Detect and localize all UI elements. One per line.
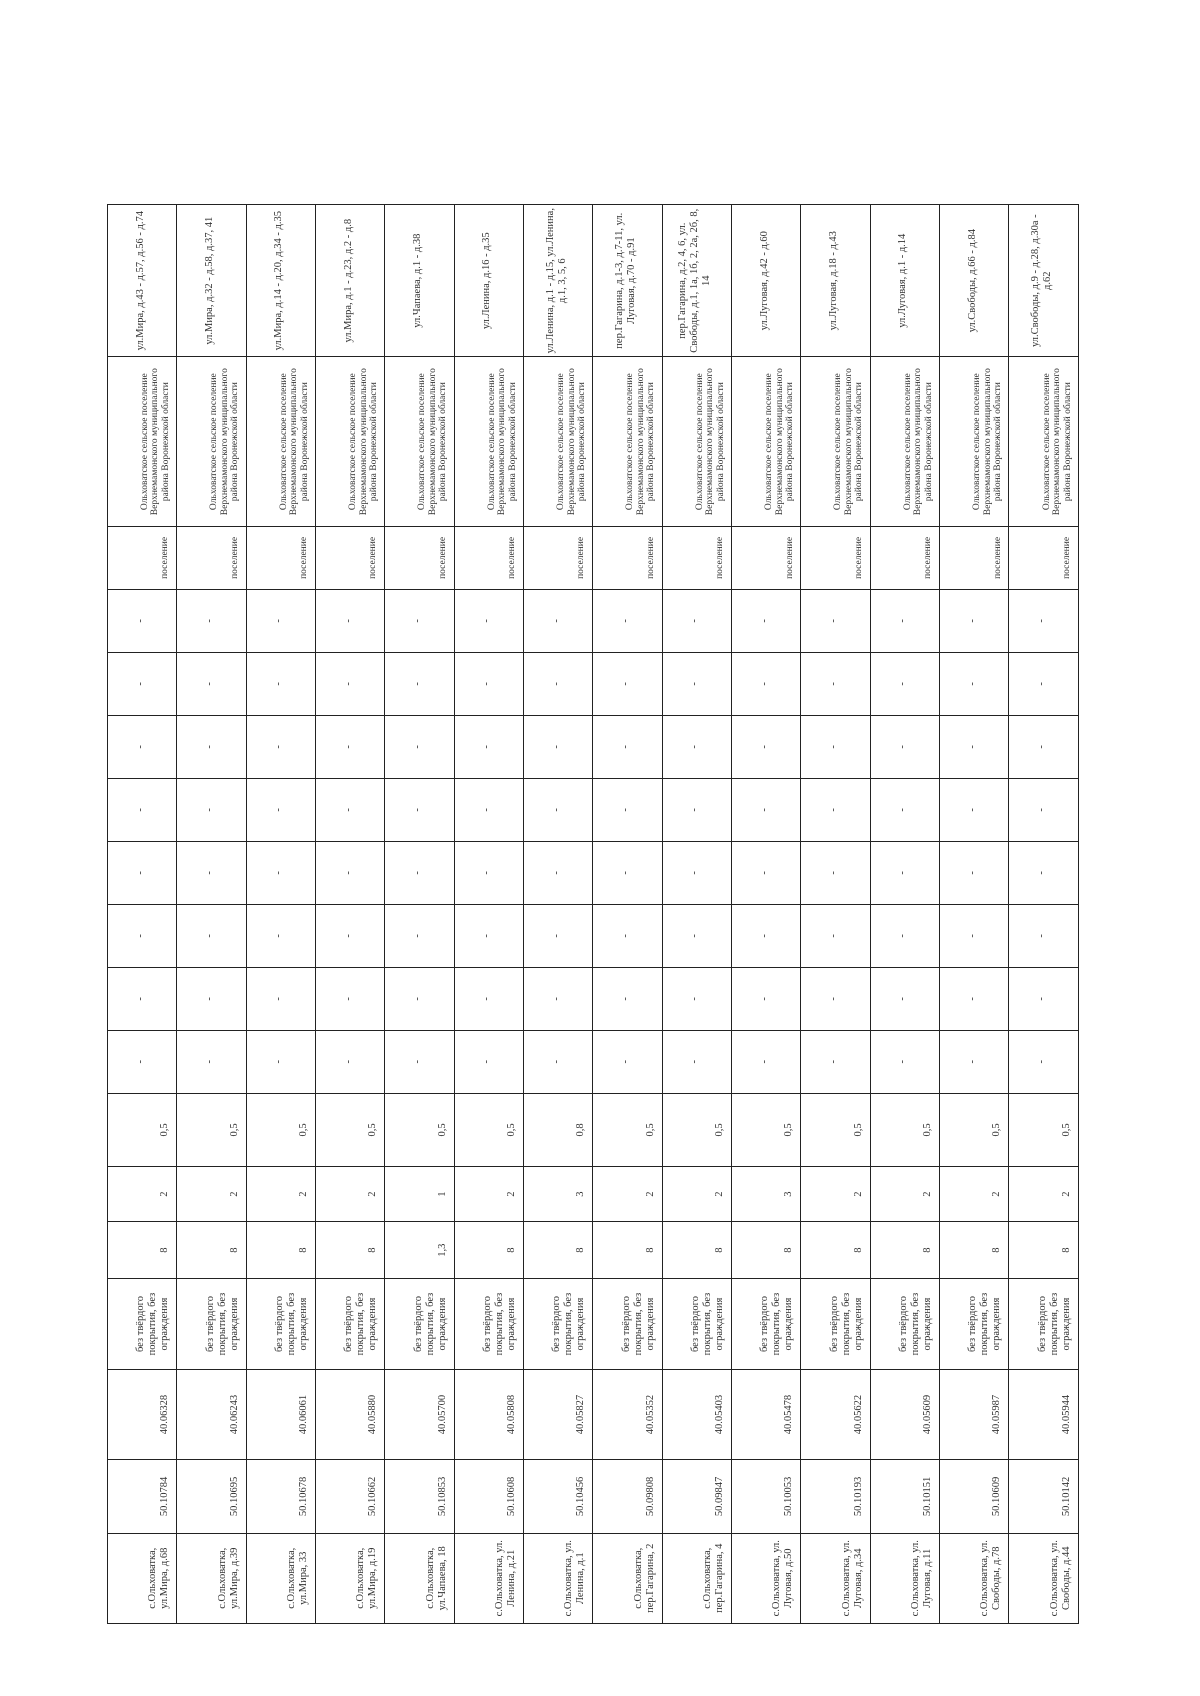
cell-c3: - bbox=[662, 904, 731, 967]
cell-volume: 0,5 bbox=[177, 1093, 246, 1166]
cell-lon: 40.05622 bbox=[801, 1369, 870, 1459]
cell-c5: - bbox=[870, 778, 939, 841]
cell-c8: - bbox=[524, 589, 593, 652]
cell-c4: - bbox=[801, 841, 870, 904]
cell-volume: 0,5 bbox=[593, 1093, 662, 1166]
cell-c5: - bbox=[662, 778, 731, 841]
cell-lon: 40.05880 bbox=[316, 1369, 385, 1459]
cell-addr: ул.Луговая, д.42 - д.60 bbox=[732, 205, 801, 357]
cell-c1: - bbox=[454, 1030, 523, 1093]
cell-c3: - bbox=[385, 904, 454, 967]
cell-c6: - bbox=[316, 715, 385, 778]
cell-c2: - bbox=[801, 967, 870, 1030]
cell-c7: - bbox=[454, 652, 523, 715]
cell-count: 2 bbox=[801, 1167, 870, 1222]
cell-place: с.Ольховатка, ул.Мира, д.39 bbox=[177, 1533, 246, 1623]
cell-lon: 40.06243 bbox=[177, 1369, 246, 1459]
cell-org: Ольховатское сельское поселение Верхнемамонского муниципального района Воронежской области bbox=[870, 357, 939, 527]
waste-sites-table bbox=[107, 204, 1079, 1624]
cell-owner: поселение bbox=[870, 526, 939, 589]
cell-c6: - bbox=[177, 715, 246, 778]
cell-count: 3 bbox=[732, 1167, 801, 1222]
cell-owner: поселение bbox=[385, 526, 454, 589]
cell-c2: - bbox=[940, 967, 1009, 1030]
table-body bbox=[108, 205, 1079, 1624]
cell-addr: ул.Чапаева, д.1 - д.38 bbox=[385, 205, 454, 357]
cell-surface: без твёрдого покрытия, без ограждения bbox=[177, 1279, 246, 1369]
cell-place: с.Ольховатка, ул.Мира, д.68 bbox=[108, 1533, 177, 1623]
cell-c6: - bbox=[732, 715, 801, 778]
cell-lat: 50.10784 bbox=[108, 1460, 177, 1533]
cell-c7: - bbox=[1009, 652, 1079, 715]
rotated-table-wrapper bbox=[107, 204, 1079, 1624]
cell-lat: 50.10608 bbox=[454, 1460, 523, 1533]
cell-c7: - bbox=[177, 652, 246, 715]
cell-surface: без твёрдого покрытия, без ограждения bbox=[801, 1279, 870, 1369]
cell-lat: 50.10678 bbox=[246, 1460, 315, 1533]
cell-addr: ул.Мира, д.32 - д.58, д.37, 41 bbox=[177, 205, 246, 357]
table-row bbox=[801, 205, 870, 1624]
cell-count: 2 bbox=[454, 1167, 523, 1222]
table-row bbox=[940, 205, 1009, 1624]
cell-owner: поселение bbox=[108, 526, 177, 589]
cell-org: Ольховатское сельское поселение Верхнемамонского муниципального района Воронежской области bbox=[1009, 357, 1079, 527]
cell-c7: - bbox=[385, 652, 454, 715]
cell-place: с.Ольховатка, пер.Гагарина, 2 bbox=[593, 1533, 662, 1623]
cell-volume: 0,5 bbox=[662, 1093, 731, 1166]
cell-area: 8 bbox=[801, 1222, 870, 1279]
cell-lon: 40.05944 bbox=[1009, 1369, 1079, 1459]
cell-count: 2 bbox=[108, 1167, 177, 1222]
cell-c5: - bbox=[246, 778, 315, 841]
cell-c1: - bbox=[385, 1030, 454, 1093]
cell-surface: без твёрдого покрытия, без ограждения bbox=[593, 1279, 662, 1369]
cell-c3: - bbox=[454, 904, 523, 967]
cell-owner: поселение bbox=[524, 526, 593, 589]
cell-area: 8 bbox=[524, 1222, 593, 1279]
cell-addr: ул.Мира, д.1 - д.23, д.2 - д.8 bbox=[316, 205, 385, 357]
cell-c8: - bbox=[316, 589, 385, 652]
cell-c5: - bbox=[801, 778, 870, 841]
cell-place: с.Ольховатка, ул. Луговая, д.11 bbox=[870, 1533, 939, 1623]
cell-volume: 0,5 bbox=[940, 1093, 1009, 1166]
cell-area: 8 bbox=[316, 1222, 385, 1279]
table-row bbox=[1009, 205, 1079, 1624]
cell-c2: - bbox=[316, 967, 385, 1030]
cell-count: 2 bbox=[662, 1167, 731, 1222]
cell-c2: - bbox=[177, 967, 246, 1030]
table-row bbox=[870, 205, 939, 1624]
cell-lat: 50.10456 bbox=[524, 1460, 593, 1533]
cell-lat: 50.10853 bbox=[385, 1460, 454, 1533]
cell-c5: - bbox=[524, 778, 593, 841]
cell-count: 2 bbox=[940, 1167, 1009, 1222]
cell-owner: поселение bbox=[177, 526, 246, 589]
cell-c4: - bbox=[870, 841, 939, 904]
cell-c8: - bbox=[732, 589, 801, 652]
cell-c4: - bbox=[732, 841, 801, 904]
cell-area: 8 bbox=[870, 1222, 939, 1279]
table-row bbox=[593, 205, 662, 1624]
cell-addr: ул.Луговая, д.1 - д.14 bbox=[870, 205, 939, 357]
cell-c6: - bbox=[870, 715, 939, 778]
cell-c1: - bbox=[316, 1030, 385, 1093]
cell-c1: - bbox=[732, 1030, 801, 1093]
cell-c7: - bbox=[940, 652, 1009, 715]
cell-place: с.Ольховатка, ул.Мира, д.19 bbox=[316, 1533, 385, 1623]
cell-c1: - bbox=[524, 1030, 593, 1093]
cell-area: 8 bbox=[177, 1222, 246, 1279]
cell-count: 2 bbox=[1009, 1167, 1079, 1222]
cell-place: с.Ольховатка, ул. Луговая, д.34 bbox=[801, 1533, 870, 1623]
cell-c2: - bbox=[732, 967, 801, 1030]
cell-c3: - bbox=[177, 904, 246, 967]
cell-c5: - bbox=[593, 778, 662, 841]
cell-c4: - bbox=[1009, 841, 1079, 904]
cell-c2: - bbox=[385, 967, 454, 1030]
cell-volume: 0,5 bbox=[870, 1093, 939, 1166]
cell-org: Ольховатское сельское поселение Верхнемамонского муниципального района Воронежской области bbox=[246, 357, 315, 527]
cell-volume: 0,5 bbox=[246, 1093, 315, 1166]
cell-org: Ольховатское сельское поселение Верхнемамонского муниципального района Воронежской области bbox=[662, 357, 731, 527]
cell-lat: 50.10609 bbox=[940, 1460, 1009, 1533]
cell-c1: - bbox=[593, 1030, 662, 1093]
cell-c3: - bbox=[870, 904, 939, 967]
cell-c1: - bbox=[870, 1030, 939, 1093]
cell-c4: - bbox=[593, 841, 662, 904]
cell-count: 2 bbox=[316, 1167, 385, 1222]
cell-c1: - bbox=[246, 1030, 315, 1093]
cell-c1: - bbox=[940, 1030, 1009, 1093]
cell-area: 8 bbox=[593, 1222, 662, 1279]
cell-lon: 40.06061 bbox=[246, 1369, 315, 1459]
cell-c7: - bbox=[732, 652, 801, 715]
cell-lat: 50.10193 bbox=[801, 1460, 870, 1533]
cell-org: Ольховатское сельское поселение Верхнемамонского муниципального района Воронежской области bbox=[524, 357, 593, 527]
cell-c4: - bbox=[108, 841, 177, 904]
cell-place: с.Ольховатка, ул.Чапаева, 18 bbox=[385, 1533, 454, 1623]
cell-owner: поселение bbox=[732, 526, 801, 589]
cell-c7: - bbox=[316, 652, 385, 715]
cell-c4: - bbox=[177, 841, 246, 904]
cell-lon: 40.05352 bbox=[593, 1369, 662, 1459]
table-row bbox=[524, 205, 593, 1624]
cell-count: 1 bbox=[385, 1167, 454, 1222]
cell-area: 8 bbox=[108, 1222, 177, 1279]
cell-owner: поселение bbox=[246, 526, 315, 589]
cell-lon: 40.05827 bbox=[524, 1369, 593, 1459]
cell-c4: - bbox=[385, 841, 454, 904]
cell-c6: - bbox=[385, 715, 454, 778]
cell-volume: 0,5 bbox=[732, 1093, 801, 1166]
cell-c5: - bbox=[316, 778, 385, 841]
cell-c6: - bbox=[1009, 715, 1079, 778]
cell-c7: - bbox=[593, 652, 662, 715]
cell-lon: 40.05478 bbox=[732, 1369, 801, 1459]
cell-c1: - bbox=[177, 1030, 246, 1093]
cell-volume: 0,5 bbox=[801, 1093, 870, 1166]
cell-c8: - bbox=[385, 589, 454, 652]
cell-surface: без твёрдого покрытия, без ограждения bbox=[1009, 1279, 1079, 1369]
cell-addr: пер.Гагарина, д.2, 4, 6, ул. Свободы, д.1, 1а, 1б, 2, 2а, 2б, 8, 14 bbox=[662, 205, 731, 357]
cell-c1: - bbox=[108, 1030, 177, 1093]
cell-lat: 50.10142 bbox=[1009, 1460, 1079, 1533]
table-row bbox=[385, 205, 454, 1624]
cell-lat: 50.10053 bbox=[732, 1460, 801, 1533]
cell-c1: - bbox=[662, 1030, 731, 1093]
cell-c6: - bbox=[454, 715, 523, 778]
cell-c4: - bbox=[940, 841, 1009, 904]
cell-area: 8 bbox=[454, 1222, 523, 1279]
cell-area: 1,3 bbox=[385, 1222, 454, 1279]
cell-addr: ул.Ленина, д.1 - д.15, ул.Ленина, д.1, 3, 5, 6 bbox=[524, 205, 593, 357]
cell-c5: - bbox=[732, 778, 801, 841]
cell-c2: - bbox=[870, 967, 939, 1030]
cell-lat: 50.10695 bbox=[177, 1460, 246, 1533]
cell-count: 3 bbox=[524, 1167, 593, 1222]
cell-c7: - bbox=[870, 652, 939, 715]
cell-c7: - bbox=[524, 652, 593, 715]
cell-place: с.Ольховатка, ул. Свободы, д.44 bbox=[1009, 1533, 1079, 1623]
cell-lon: 40.06328 bbox=[108, 1369, 177, 1459]
cell-owner: поселение bbox=[662, 526, 731, 589]
cell-c7: - bbox=[801, 652, 870, 715]
cell-count: 2 bbox=[870, 1167, 939, 1222]
cell-org: Ольховатское сельское поселение Верхнемамонского муниципального района Воронежской области bbox=[454, 357, 523, 527]
table-row bbox=[316, 205, 385, 1624]
cell-org: Ольховатское сельское поселение Верхнемамонского муниципального района Воронежской области bbox=[177, 357, 246, 527]
table-row bbox=[246, 205, 315, 1624]
cell-volume: 0,5 bbox=[1009, 1093, 1079, 1166]
cell-c8: - bbox=[454, 589, 523, 652]
cell-lat: 50.10151 bbox=[870, 1460, 939, 1533]
cell-place: с.Ольховатка, ул. Ленина, д.21 bbox=[454, 1533, 523, 1623]
cell-count: 2 bbox=[593, 1167, 662, 1222]
cell-surface: без твёрдого покрытия, без ограждения bbox=[732, 1279, 801, 1369]
cell-org: Ольховатское сельское поселение Верхнемамонского муниципального района Воронежской области bbox=[316, 357, 385, 527]
cell-owner: поселение bbox=[316, 526, 385, 589]
cell-c2: - bbox=[593, 967, 662, 1030]
cell-c5: - bbox=[385, 778, 454, 841]
cell-c8: - bbox=[801, 589, 870, 652]
cell-c5: - bbox=[940, 778, 1009, 841]
cell-area: 8 bbox=[1009, 1222, 1079, 1279]
cell-surface: без твёрдого покрытия, без ограждения bbox=[454, 1279, 523, 1369]
cell-lon: 40.05609 bbox=[870, 1369, 939, 1459]
cell-lon: 40.05403 bbox=[662, 1369, 731, 1459]
cell-c4: - bbox=[524, 841, 593, 904]
cell-area: 8 bbox=[246, 1222, 315, 1279]
cell-area: 8 bbox=[662, 1222, 731, 1279]
cell-addr: пер.Гагарина, д.1-3, д.7-11, ул. Луговая, д.70 - д.91 bbox=[593, 205, 662, 357]
rotated-page bbox=[107, 204, 1079, 1624]
cell-surface: без твёрдого покрытия, без ограждения bbox=[385, 1279, 454, 1369]
cell-c4: - bbox=[662, 841, 731, 904]
cell-place: с.Ольховатка, ул. Луговая, д.50 bbox=[732, 1533, 801, 1623]
cell-surface: без твёрдого покрытия, без ограждения bbox=[870, 1279, 939, 1369]
cell-addr: ул.Луговая, д.18 - д.43 bbox=[801, 205, 870, 357]
cell-volume: 0,5 bbox=[385, 1093, 454, 1166]
cell-area: 8 bbox=[940, 1222, 1009, 1279]
cell-area: 8 bbox=[732, 1222, 801, 1279]
cell-place: с.Ольховатка, пер.Гагарина, 4 bbox=[662, 1533, 731, 1623]
cell-owner: поселение bbox=[454, 526, 523, 589]
cell-lon: 40.05987 bbox=[940, 1369, 1009, 1459]
cell-surface: без твёрдого покрытия, без ограждения bbox=[108, 1279, 177, 1369]
cell-org: Ольховатское сельское поселение Верхнемамонского муниципального района Воронежской области bbox=[385, 357, 454, 527]
cell-c6: - bbox=[593, 715, 662, 778]
cell-volume: 0,5 bbox=[316, 1093, 385, 1166]
table-row bbox=[662, 205, 731, 1624]
cell-c8: - bbox=[108, 589, 177, 652]
cell-c8: - bbox=[940, 589, 1009, 652]
cell-count: 2 bbox=[177, 1167, 246, 1222]
cell-count: 2 bbox=[246, 1167, 315, 1222]
cell-c2: - bbox=[108, 967, 177, 1030]
cell-c8: - bbox=[662, 589, 731, 652]
cell-lat: 50.09847 bbox=[662, 1460, 731, 1533]
cell-c3: - bbox=[940, 904, 1009, 967]
cell-lon: 40.05700 bbox=[385, 1369, 454, 1459]
cell-surface: без твёрдого покрытия, без ограждения bbox=[246, 1279, 315, 1369]
cell-c8: - bbox=[1009, 589, 1079, 652]
cell-place: с.Ольховатка, ул. Ленина, д.1 bbox=[524, 1533, 593, 1623]
cell-c5: - bbox=[177, 778, 246, 841]
cell-c6: - bbox=[246, 715, 315, 778]
cell-org: Ольховатское сельское поселение Верхнемамонского муниципального района Воронежской области bbox=[593, 357, 662, 527]
cell-lon: 40.05808 bbox=[454, 1369, 523, 1459]
cell-org: Ольховатское сельское поселение Верхнемамонского муниципального района Воронежской области bbox=[801, 357, 870, 527]
cell-c6: - bbox=[108, 715, 177, 778]
cell-c8: - bbox=[177, 589, 246, 652]
cell-org: Ольховатское сельское поселение Верхнемамонского муниципального района Воронежской области bbox=[940, 357, 1009, 527]
cell-surface: без твёрдого покрытия, без ограждения bbox=[524, 1279, 593, 1369]
cell-c2: - bbox=[524, 967, 593, 1030]
cell-volume: 0,8 bbox=[524, 1093, 593, 1166]
cell-c3: - bbox=[801, 904, 870, 967]
cell-addr: ул.Мира, д.14 - д.20, д.34 - д.35 bbox=[246, 205, 315, 357]
cell-c8: - bbox=[870, 589, 939, 652]
cell-lat: 50.10662 bbox=[316, 1460, 385, 1533]
cell-c3: - bbox=[593, 904, 662, 967]
cell-c2: - bbox=[246, 967, 315, 1030]
cell-c7: - bbox=[108, 652, 177, 715]
cell-owner: поселение bbox=[1009, 526, 1079, 589]
cell-c4: - bbox=[246, 841, 315, 904]
cell-c7: - bbox=[246, 652, 315, 715]
cell-place: с.Ольховатка, ул. Свободы, д.78 bbox=[940, 1533, 1009, 1623]
cell-c5: - bbox=[108, 778, 177, 841]
cell-c3: - bbox=[732, 904, 801, 967]
table-row bbox=[108, 205, 177, 1624]
cell-addr: ул.Мира, д.43 - д.57, д.56 - д.74 bbox=[108, 205, 177, 357]
cell-volume: 0,5 bbox=[454, 1093, 523, 1166]
cell-lat: 50.09808 bbox=[593, 1460, 662, 1533]
cell-c4: - bbox=[454, 841, 523, 904]
cell-owner: поселение bbox=[940, 526, 1009, 589]
cell-c2: - bbox=[454, 967, 523, 1030]
cell-c6: - bbox=[801, 715, 870, 778]
cell-c3: - bbox=[316, 904, 385, 967]
cell-c6: - bbox=[940, 715, 1009, 778]
cell-c1: - bbox=[1009, 1030, 1079, 1093]
cell-c3: - bbox=[524, 904, 593, 967]
cell-c8: - bbox=[246, 589, 315, 652]
cell-place: с.Ольховатка, ул.Мира, 33 bbox=[246, 1533, 315, 1623]
cell-c4: - bbox=[316, 841, 385, 904]
table-row bbox=[454, 205, 523, 1624]
cell-c3: - bbox=[246, 904, 315, 967]
cell-addr: ул.Свободы, д.9 - д.28, д.30а - д.62 bbox=[1009, 205, 1079, 357]
cell-c6: - bbox=[662, 715, 731, 778]
cell-c6: - bbox=[524, 715, 593, 778]
cell-surface: без твёрдого покрытия, без ограждения bbox=[316, 1279, 385, 1369]
cell-surface: без твёрдого покрытия, без ограждения bbox=[940, 1279, 1009, 1369]
cell-org: Ольховатское сельское поселение Верхнемамонского муниципального района Воронежской области bbox=[732, 357, 801, 527]
cell-c2: - bbox=[662, 967, 731, 1030]
cell-c2: - bbox=[1009, 967, 1079, 1030]
table-row bbox=[177, 205, 246, 1624]
cell-c8: - bbox=[593, 589, 662, 652]
cell-org: Ольховатское сельское поселение Верхнемамонского муниципального района Воронежской области bbox=[108, 357, 177, 527]
cell-volume: 0,5 bbox=[108, 1093, 177, 1166]
cell-c5: - bbox=[454, 778, 523, 841]
cell-addr: ул.Свободы, д.66 - д.84 bbox=[940, 205, 1009, 357]
cell-c7: - bbox=[662, 652, 731, 715]
table-row bbox=[732, 205, 801, 1624]
cell-c3: - bbox=[108, 904, 177, 967]
cell-c5: - bbox=[1009, 778, 1079, 841]
cell-addr: ул.Ленина, д.16 - д.35 bbox=[454, 205, 523, 357]
cell-owner: поселение bbox=[801, 526, 870, 589]
cell-surface: без твёрдого покрытия, без ограждения bbox=[662, 1279, 731, 1369]
cell-c1: - bbox=[801, 1030, 870, 1093]
cell-owner: поселение bbox=[593, 526, 662, 589]
cell-c3: - bbox=[1009, 904, 1079, 967]
